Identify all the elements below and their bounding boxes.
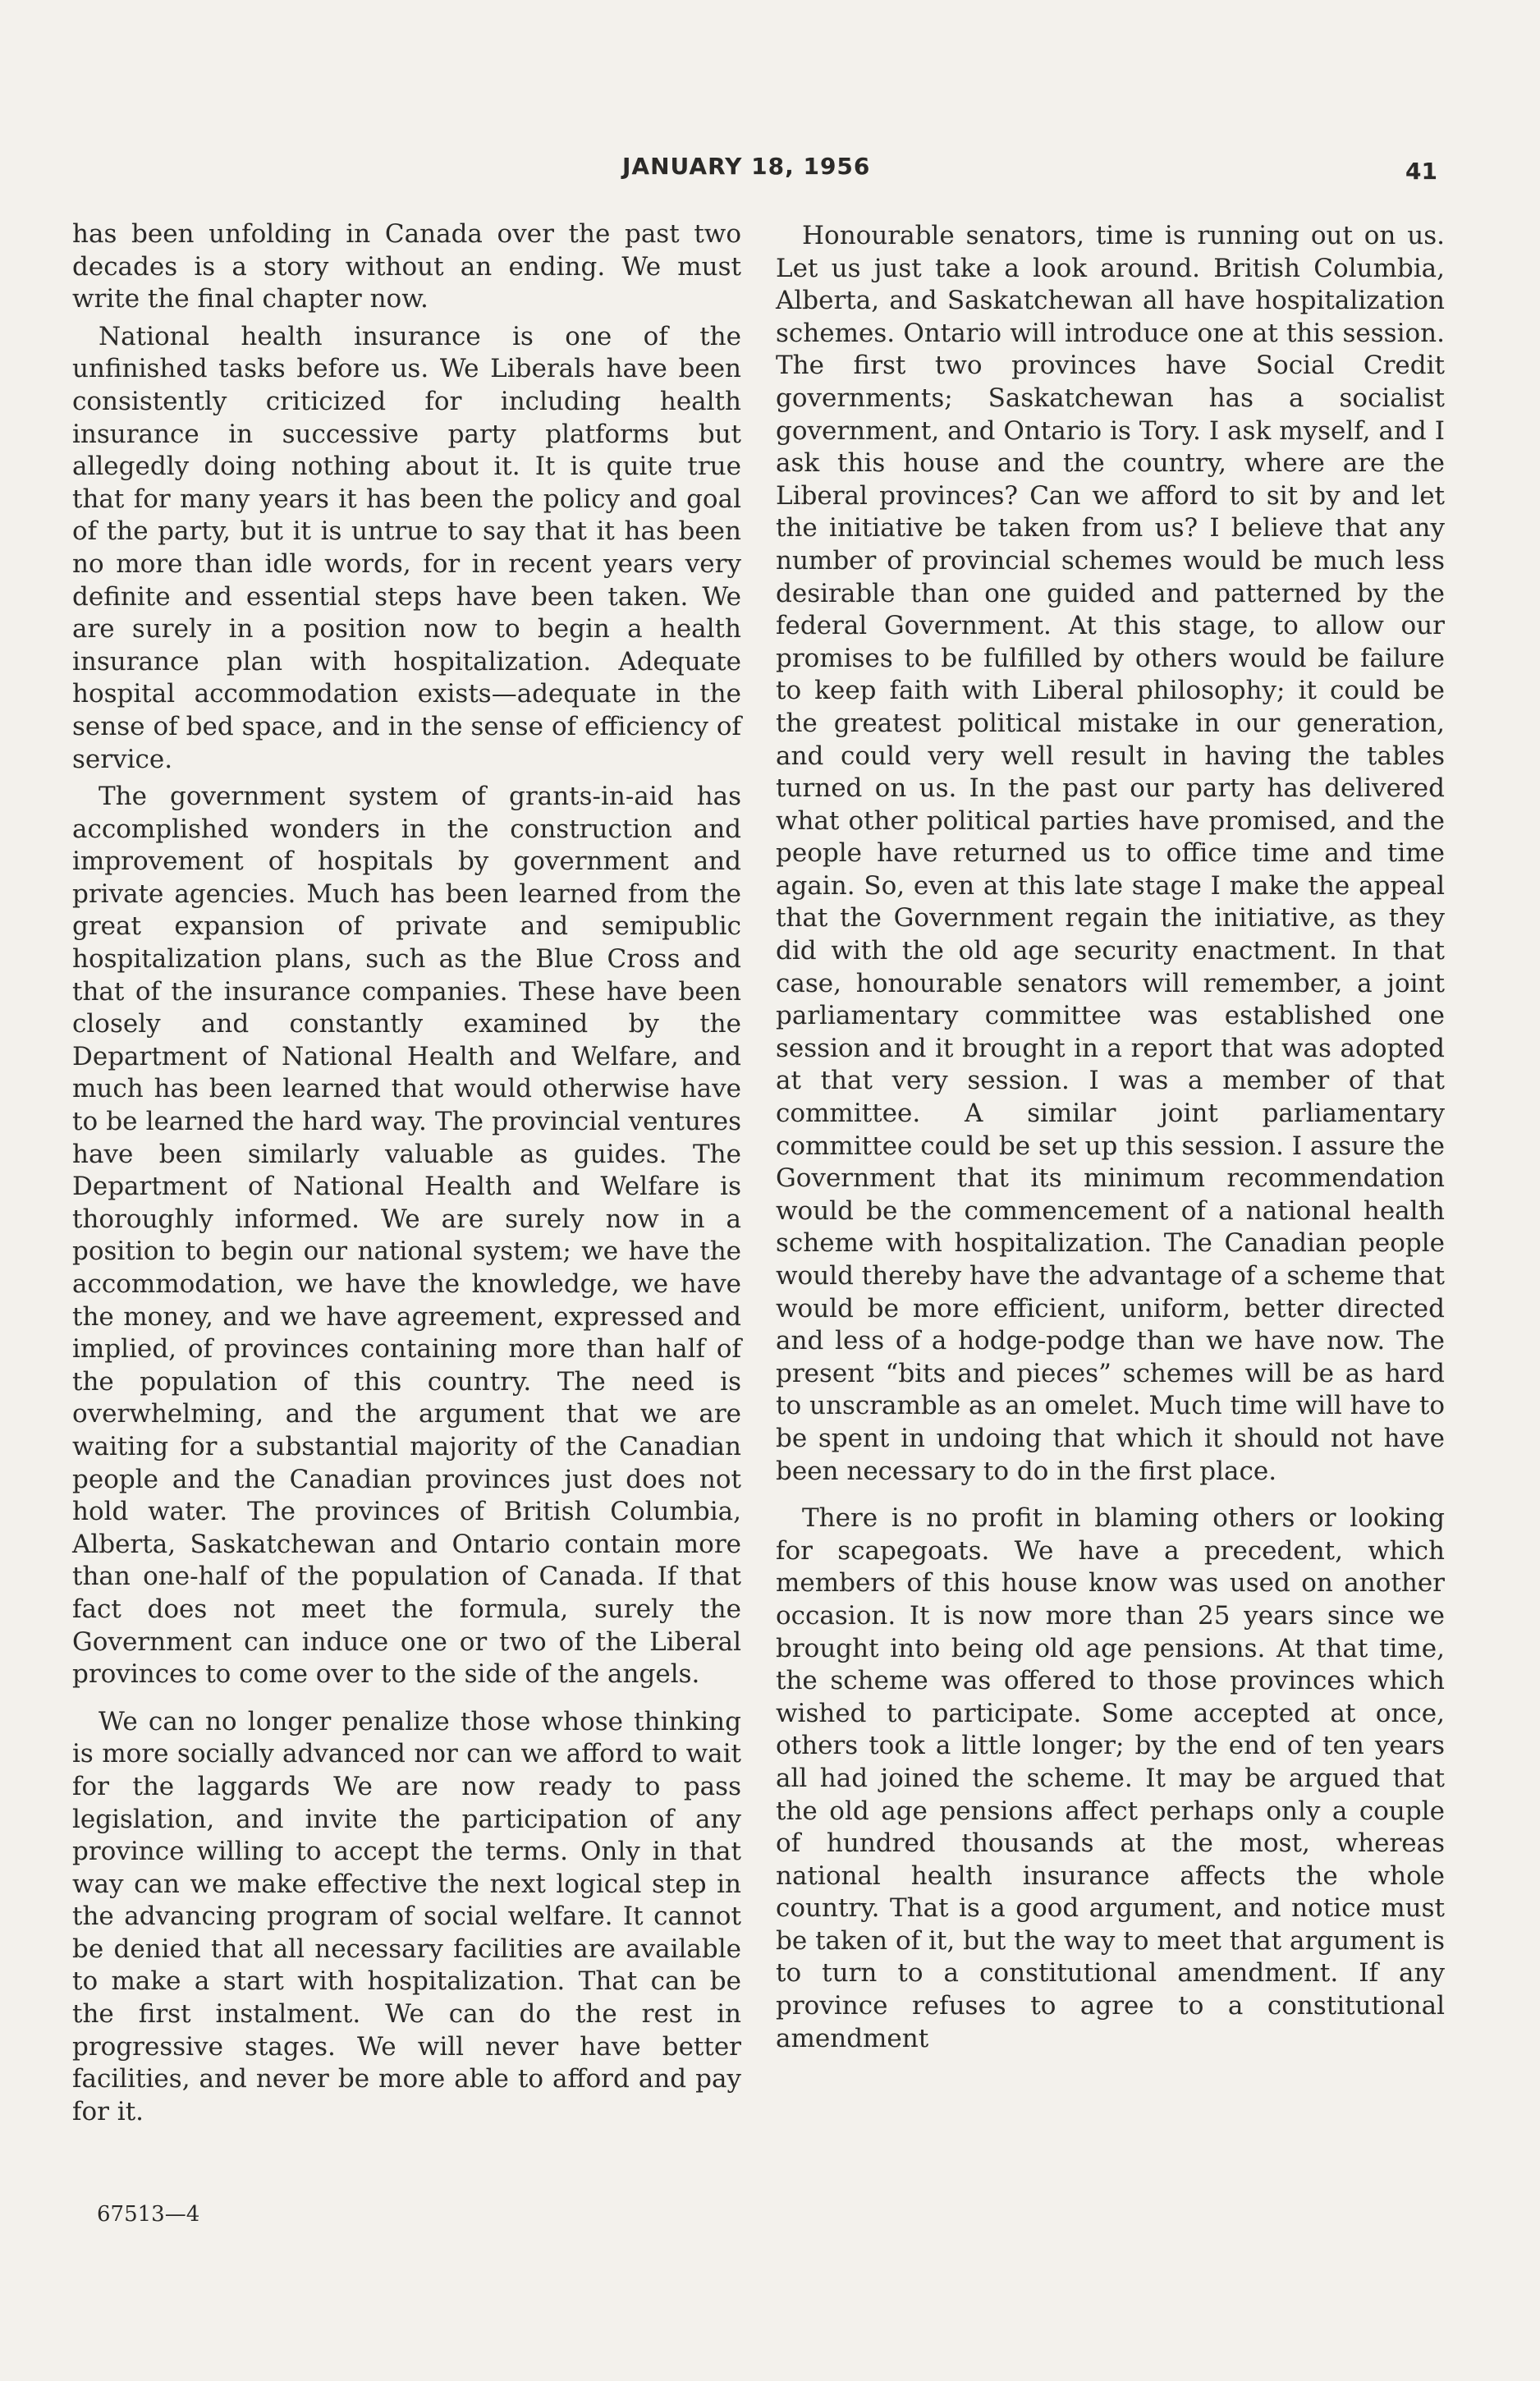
paragraph: Honourable senators, time is running out on us. Let us just take a look around. British Columbia, Alberta, and Saskatchewan all have hospitalization schemes. Ontario will introduce one at this session. The first two provinces have Social Credit governments; Saskatchewan has a socialist government, and Ontario is Tory. I ask myself, and I ask this house and the country, where are the Liberal provinces? Can we afford to sit by and let the initiative be taken from us? I believe that any number of provincial schemes would be much less desirable than one guided and patterned by the federal Government. At this stage, to allow our promises to be fulfilled by others would be failure to keep faith with Liberal philosophy; it could be the greatest political mistake in our generation, and could very well result in having the tables turned on us. In the past our party has delivered what other political parties have promised, and the people have returned us to office time and time again. So, even at this late stage I make the appeal that the Government regain the initiative, as they did with the old age security enactment. In that case, honourable senators will remember, a joint parliamentary committee was established one session and it brought in a report that was adopted at that very session. I was a member of that committee. A similar joint parliamentary committee could be set up this session. I assure the Government that its minimum recommendation would be the commencement of a national health scheme with hospitalization. The Canadian people would thereby have the advantage of a scheme that would be more efficient, uniform, better directed and less of a hodge-podge than we have now. The present “bits and pieces” schemes will be as hard to unscramble as an omelet. Much time will have to be spent in undoing that which it should not have been necessary to do in the first place. [776,221,1445,1486]
page-number: 41 [1405,158,1437,185]
left-column [72,218,741,2133]
running-head: JANUARY 18, 1956 [622,153,871,180]
paragraph: has been unfolding in Canada over the past two decades is a story without an ending. We must write the final chapter now. [72,219,741,314]
paragraph: The government system of grants-in-aid has accomplished wonders in the construction and improvement of hospitals by government and private agencies. Much has been learned from the great expansion of private and semipublic hospitalization plans, such as the Blue Cross and that of the insurance companies. These have been closely and constantly examined by the Department of National Health and Welfare, and much has been learned that would otherwise have to be learned the hard way. The provincial ventures have been similarly valuable as guides. The Department of National Health and Welfare is thoroughly informed. We are surely now in a position to begin our national system; we have the accommodation, we have the knowledge, we have the money, and we have agreement, expressed and implied, of provinces containing more than half of the population of this country. The need is overwhelming, and the argument that we are waiting for a substantial majority of the Canadian people and the Canadian provinces just does not hold water. The provinces of British Columbia, Alberta, Saskatchewan and Ontario contain more than one-half of the population of Canada. If that fact does not meet the formula, surely the Government can induce one or two of the Liberal provinces to come over to the side of the angels. [72,782,741,1690]
paragraph: There is no profit in blaming others or looking for scapegoats. We have a precedent, which members of this house know was used on another occasion. It is now more than 25 years since we brought into being old age pensions. At that time, the scheme was offered to those provinces which wished to participate. Some accepted at once, others took a little longer; by the end of ten years all had joined the scheme. It may be argued that the old age pensions affect perhaps only a couple of hundred thousands at the most, whereas national health insurance affects the whole country. That is a good argument, and notice must be taken of it, but the way to meet that argument is to turn to a constitutional amendment. If any province refuses to agree to a constitutional amendment [776,1503,1445,2053]
paragraph: National health insurance is one of the unfinished tasks before us. We Liberals have been consistently criticized for including health insurance in successive party platforms but allegedly doing nothing about it. It is quite true that for many years it has been the policy and goal of the party, but it is untrue to say that it has been no more than idle words, for in recent years very definite and essential steps have been taken. We are surely in a position now to begin a health insurance plan with hospitalization. Adequate hospital accommodation exists—adequate in the sense of bed space, and in the sense of efficiency of service. [72,321,741,774]
paragraph: We can no longer penalize those whose thinking is more socially advanced nor can we afford to wait for the laggards We are now ready to pass legislation, and invite the participation of any province willing to accept the terms. Only in that way can we make effective the next logical step in the advancing program of social welfare. It cannot be denied that all necessary facilities are available to make a start with hospitalization. That can be the first instalment. We can do the rest in progressive stages. We will never have better facilities, and never be more able to afford and pay for it. [72,1706,741,2126]
right-column [776,220,1445,2060]
footer-printer-mark: 67513—4 [97,2202,200,2227]
